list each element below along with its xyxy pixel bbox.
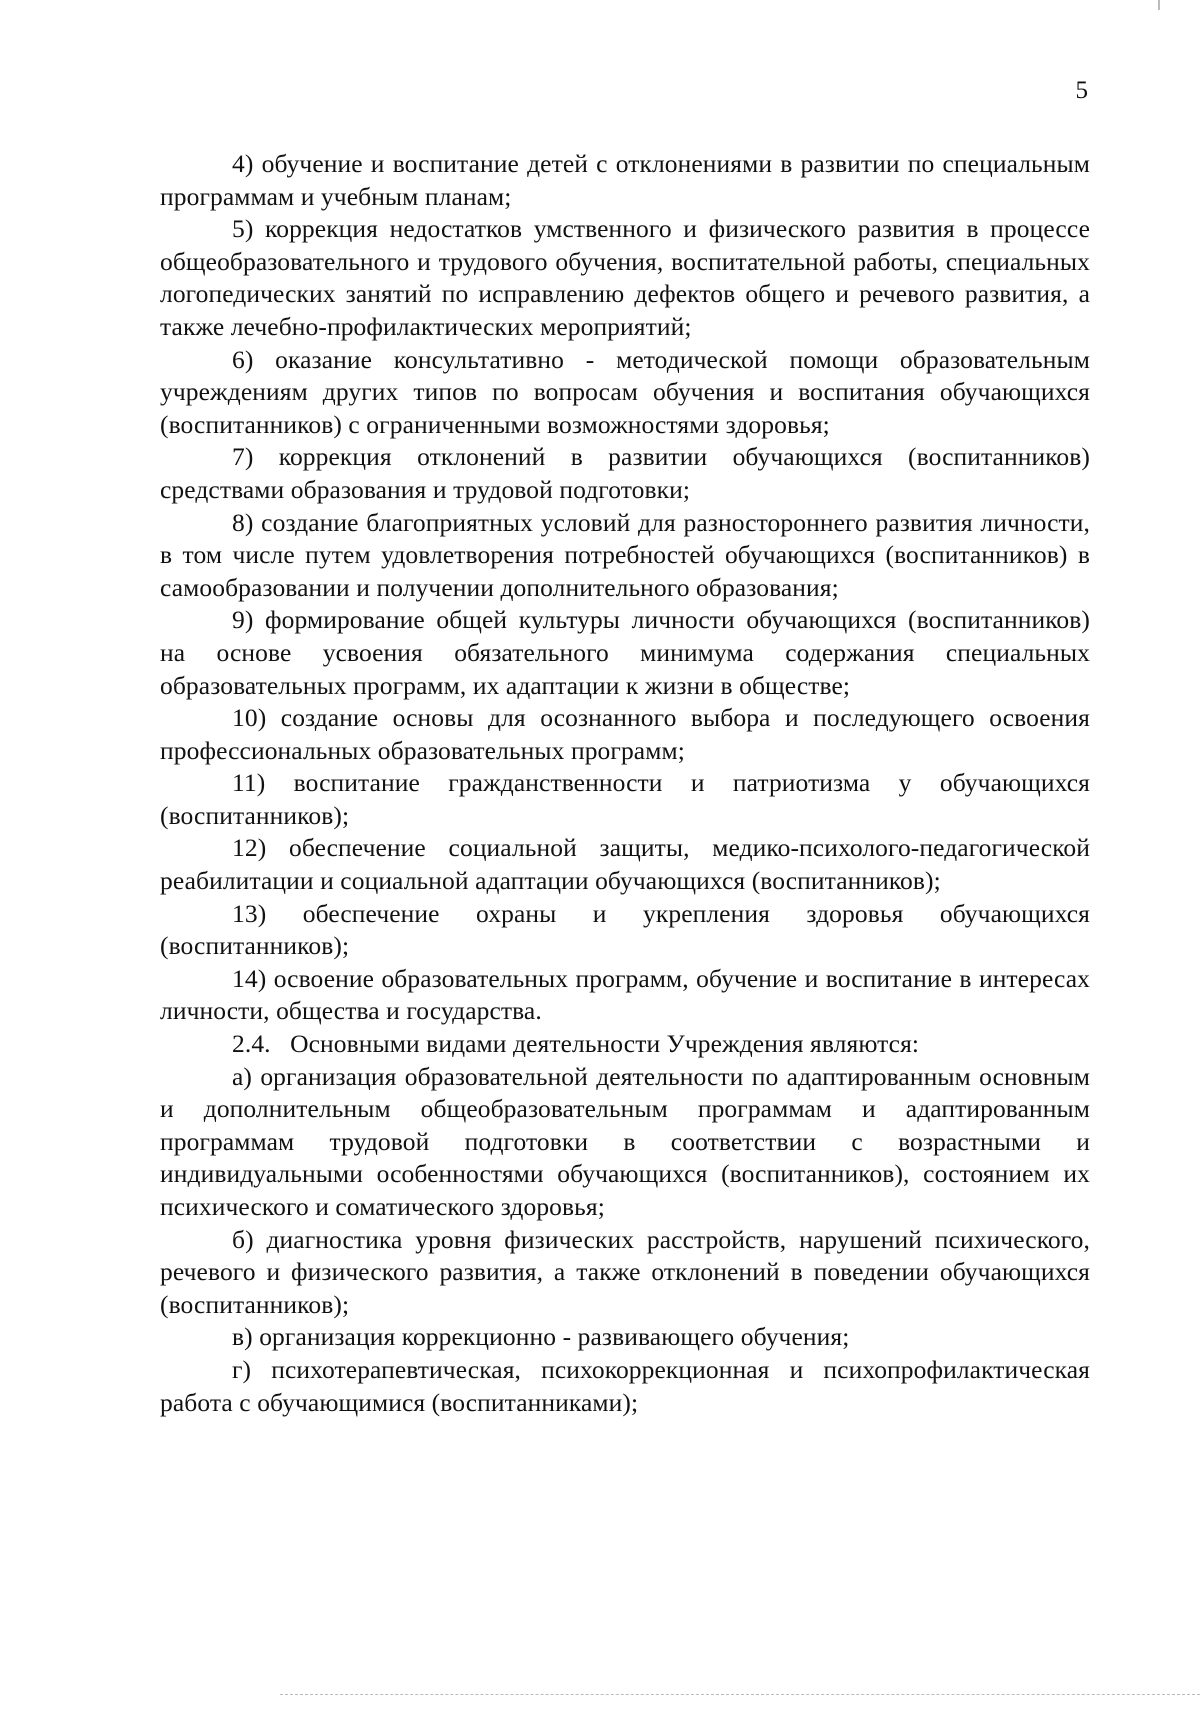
paragraph-item-8: 8) создание благоприятных условий для разностороннего развития личности, в том числе путем удовлетворения потребностей обучающихся (воспитанников) в самообразовании и получении дополнительного образования; xyxy=(160,507,1090,602)
document-body xyxy=(160,148,1090,1419)
page-number: 5 xyxy=(1075,77,1088,104)
paragraph-item-13: 13) обеспечение охраны и укрепления здоровья обучающихся (воспитанников); xyxy=(160,898,1090,961)
paragraph-item-12: 12) обеспечение социальной защиты, медико-психолого-педагогической реабилитации и социальной адаптации обучающихся (воспитанников); xyxy=(160,833,1090,896)
paragraph-item-v: в) организация коррекционно - развивающего обучения; xyxy=(232,1322,850,1352)
paragraph-item-a: а) организация образовательной деятельности по адаптированным основным и дополнительным общеобразовательным программам и адаптированным программам трудовой подготовки в соответствии с возрастными и индивидуальными особенностями обучающихся (воспитанников), состоянием их психического и соматического здоровья; xyxy=(160,1061,1090,1221)
paragraph-item-6: 6) оказание консультативно - методической помощи образовательным учреждениям других типов по вопросам обучения и воспитания обучающихся (воспитанников) с ограниченными возможностями здоровья; xyxy=(160,344,1090,439)
scan-edge-mark xyxy=(1158,0,1160,10)
paragraph-item-11: 11) воспитание гражданственности и патриотизма у обучающихся (воспитанников); xyxy=(160,768,1090,830)
paragraph-item-14: 14) освоение образовательных программ, обучение и воспитание в интересах личности, общества и государства. xyxy=(160,963,1090,1026)
paragraph-item-5: 5) коррекция недостатков умственного и физического развития в процессе общеобразовательного и трудового обучения, воспитательной работы, специальных логопедических занятий по исправлению дефектов общего и речевого развития, а также лечебно-профилактических мероприятий; xyxy=(160,214,1090,341)
paragraph-item-g: г) психотерапевтическая, психокоррекционная и психопрофилактическая работа с обучающимися (воспитанниками); xyxy=(160,1354,1090,1417)
paragraph-item-10: 10) создание основы для осознанного выбора и последующего освоения профессиональных образовательных программ; xyxy=(160,703,1090,765)
paragraph-item-9: 9) формирование общей культуры личности обучающихся (воспитанников) на основе усвоения обязательного минимума содержания специальных образовательных программ, их адаптации к жизни в обществе; xyxy=(160,605,1090,700)
paragraph-item-4: 4) обучение и воспитание детей с отклонениями в развитии по специальным программам и учебным планам; xyxy=(160,149,1090,211)
scan-edge-line xyxy=(280,1694,1200,1695)
paragraph-item-b: б) диагностика уровня физических расстройств, нарушений психического, речевого и физического развития, а также отклонений в поведении обучающихся (воспитанников); xyxy=(160,1224,1090,1319)
section-heading-2-4: 2.4. Основными видами деятельности Учреждения являются: xyxy=(232,1029,920,1059)
paragraph-item-7: 7) коррекция отклонений в развитии обучающихся (воспитанников) средствами образования и трудовой подготовки; xyxy=(160,442,1090,504)
